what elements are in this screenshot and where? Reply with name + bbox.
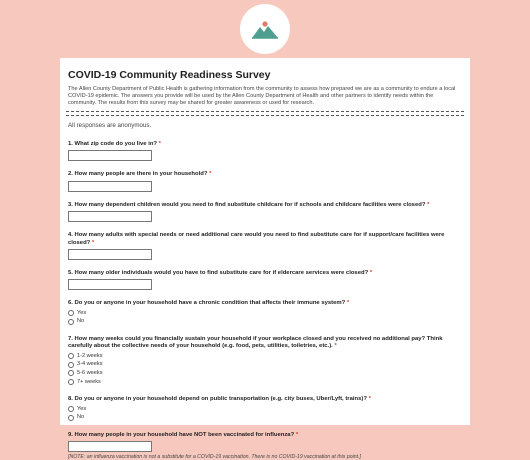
required-marker: * <box>346 300 350 307</box>
question-label: 9. How many people in your household have NOT been vaccinated for influenza? <box>68 431 295 438</box>
radio-button[interactable] <box>68 406 74 412</box>
required-marker: * <box>368 396 371 403</box>
radio-button[interactable] <box>68 362 74 368</box>
question-6 <box>68 300 462 326</box>
survey-title: COVID-19 Community Readiness Survey <box>68 69 271 81</box>
radio-option-7-plus-weeks[interactable]: 7+ weeks <box>68 378 462 387</box>
question-1 <box>68 141 462 161</box>
question-label: 6. Do you or anyone in your household have a chronic condition that affects their immune system? <box>68 300 346 307</box>
radio-button[interactable] <box>68 353 74 359</box>
question-2 <box>68 171 462 191</box>
unvaccinated-count-input[interactable] <box>68 441 152 452</box>
radio-button[interactable] <box>68 415 74 421</box>
divider <box>66 115 464 116</box>
question-7 <box>68 336 462 386</box>
question-label: 5. How many older individuals would you have to find substitute care for if eldercare services were closed? <box>68 270 369 277</box>
survey-card <box>60 58 470 460</box>
required-marker: * <box>427 201 430 208</box>
question-8 <box>68 396 462 422</box>
radio-option-5-6-weeks[interactable]: 5-6 weeks <box>68 369 462 378</box>
required-marker: * <box>295 431 299 438</box>
survey-intro: The Allen County Department of Public Health is gathering information from the community to assess how prepared we are as a community to endure a local COVID-19 epidemic. The answers you provide will be used by the Allen County Department of Health and other partners to identify needs within the community. The results from this survey may be shared for greater awareness or used for research. <box>68 86 456 106</box>
radio-button[interactable] <box>68 379 74 385</box>
question-label: 4. How many adults with special needs or need additional care would you need to find substitute care for if support/care facilities were closed? <box>68 232 445 246</box>
question-label: 1. What zip code do you live in? <box>68 141 158 147</box>
radio-option-no[interactable]: No <box>68 317 462 326</box>
radio-button[interactable] <box>68 370 74 376</box>
children-count-input[interactable] <box>68 211 152 222</box>
question-label: 3. How many dependent children would you need to find substitute childcare for if schools and childcare facilities were closed? <box>68 201 426 208</box>
mountain-sun-logo-icon <box>250 18 280 40</box>
question-label: 2. How many people are there in your household? <box>68 171 208 178</box>
question-label: 8. Do you or anyone in your household depend on public transportation (e.g. city buses, Uber/Lyft, trains)? <box>68 396 367 403</box>
required-marker: * <box>158 141 161 147</box>
household-size-input[interactable] <box>68 181 152 192</box>
anonymous-note: All responses are anonymous. <box>68 122 152 129</box>
special-needs-adults-input[interactable] <box>68 249 152 260</box>
radio-option-yes[interactable]: Yes <box>68 309 462 318</box>
question-9 <box>68 432 462 460</box>
question-5 <box>68 270 462 290</box>
radio-button[interactable] <box>68 319 74 325</box>
influenza-note: [NOTE: an influenza vaccination is not a substitute for a COVID-19 vaccination. There is no COVID-19 vaccination at this point.] <box>68 454 361 460</box>
radio-option-3-4-weeks[interactable]: 3-4 weeks <box>68 360 462 369</box>
older-individuals-input[interactable] <box>68 279 152 290</box>
radio-option-no[interactable]: No <box>68 413 462 422</box>
question-4 <box>68 232 462 260</box>
radio-option-yes[interactable]: Yes <box>68 405 462 414</box>
zip-code-input[interactable] <box>68 150 152 161</box>
required-marker: * <box>209 171 212 178</box>
question-label: 7. How many weeks could you financially sustain your household if your workplace closed and you received no additional pay? Think carefully about the collective needs of your household (e.g. food, pets, utilities, toiletries, etc.). <box>68 336 443 350</box>
question-3 <box>68 202 462 222</box>
radio-button[interactable] <box>68 310 74 316</box>
required-marker: * <box>91 239 95 246</box>
logo-badge <box>240 4 290 54</box>
required-marker: * <box>334 343 337 350</box>
divider <box>66 111 464 112</box>
radio-option-1-2-weeks[interactable]: 1-2 weeks <box>68 352 462 361</box>
required-marker: * <box>369 270 373 277</box>
